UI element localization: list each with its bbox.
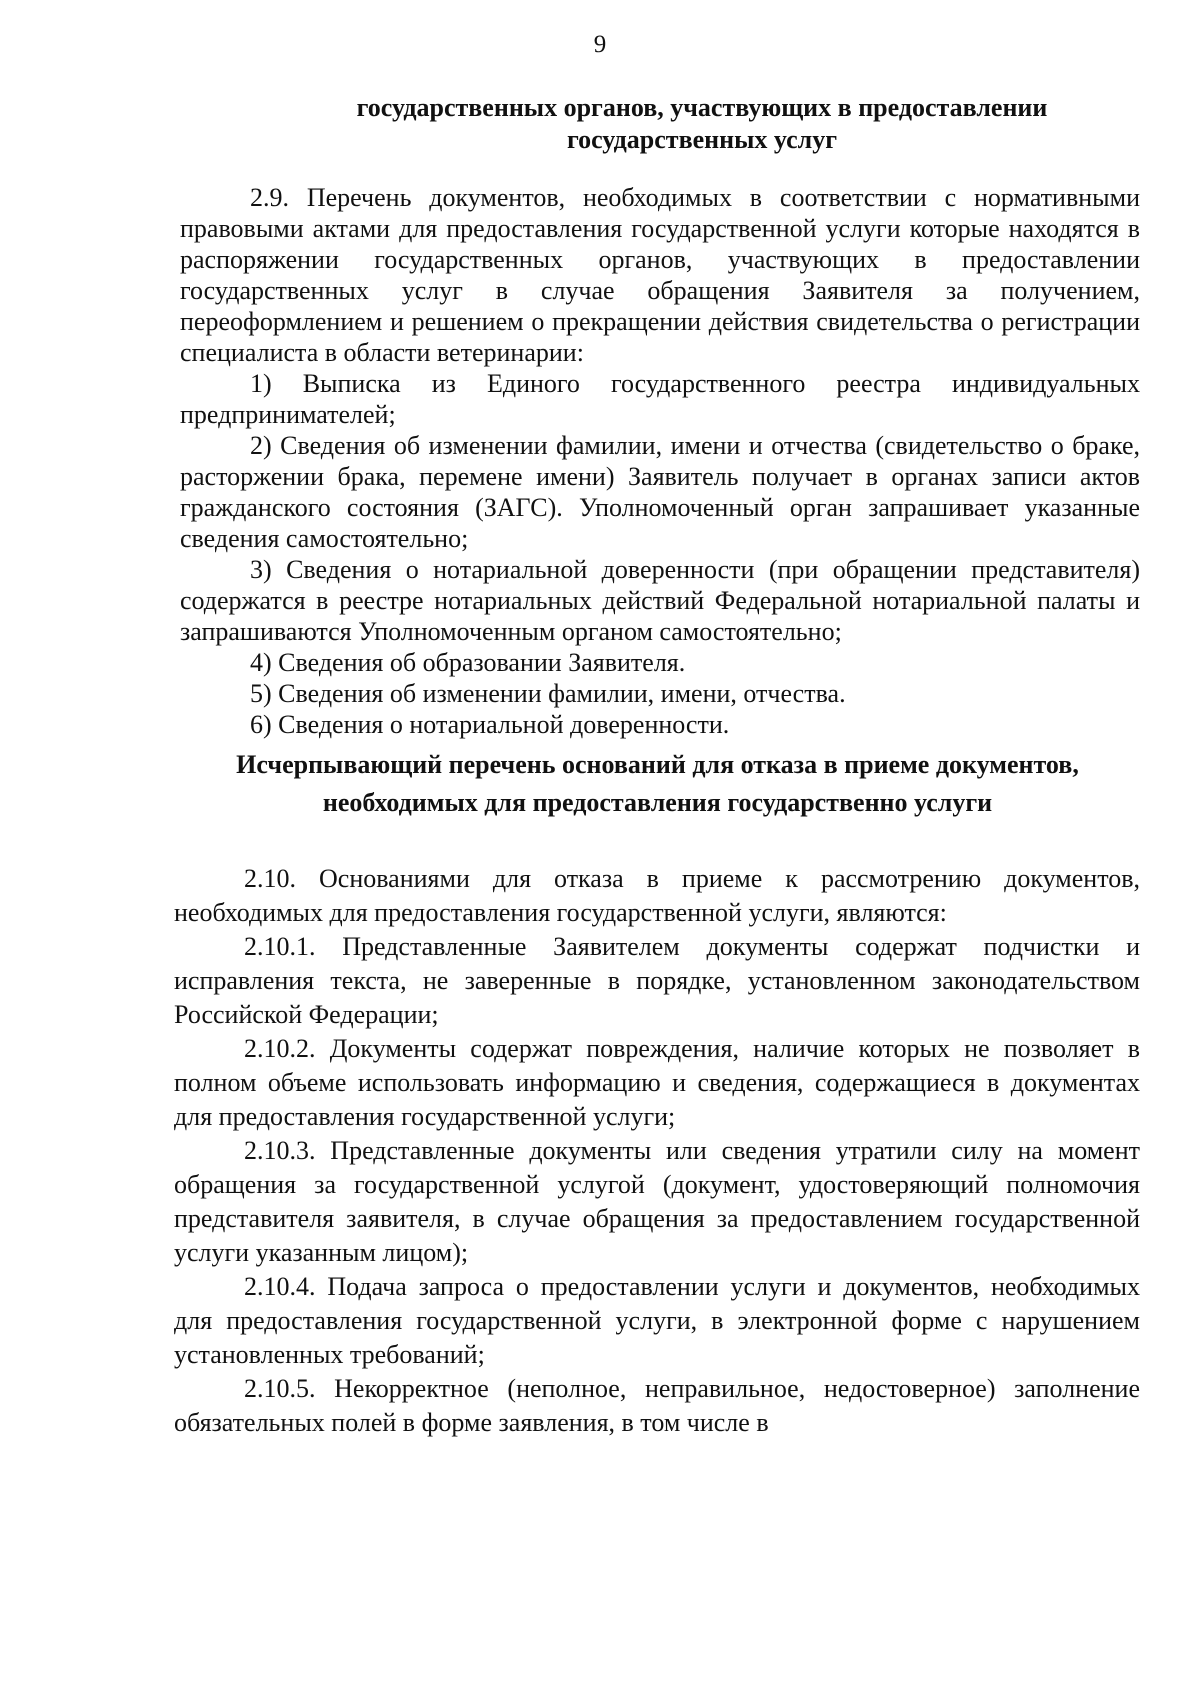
list-item-2: 2) Сведения об изменении фамилии, имени и отчества (свидетельство о браке, расторжении брака, перемене имени) Заявитель получает в органах записи актов гражданского состояния (ЗАГС). Уполномоченный орган запрашивает указанные сведения самостоятельно;	[180, 431, 1140, 553]
page-number: 9	[593, 31, 607, 58]
paragraph-2-10-2: 2.10.2. Документы содержат повреждения, наличие которых не позволяет в полном объеме использовать информацию и сведения, содержащиеся в документах для предоставления государственной услуги;	[174, 1034, 1140, 1131]
list-item-3: 3) Сведения о нотариальной доверенности (при обращении представителя) содержатся в реестре нотариальных действий Федеральной нотариальной палаты и запрашиваются Уполномоченным органом самостоятельно;	[180, 555, 1140, 646]
paragraph-2-10-5: 2.10.5. Некорректное (неполное, неправильное, недостоверное) заполнение обязательных полей в форме заявления, в том числе в	[174, 1374, 1140, 1437]
paragraph-2-10-1: 2.10.1. Представленные Заявителем документы содержат подчистки и исправления текста, не заверенные в порядке, установленном законодательством Российской Федерации;	[174, 932, 1140, 1029]
heading-line: Исчерпывающий перечень оснований для отказа в приеме документов,	[236, 750, 1079, 779]
paragraph-2-10: 2.10. Основаниями для отказа в приеме к рассмотрению документов, необходимых для предоставления государственной услуги, являются:	[174, 864, 1140, 927]
list-item-6: 6) Сведения о нотариальной доверенности.	[250, 710, 730, 739]
document-body	[174, 92, 1140, 1440]
heading-line: необходимых для предоставления государственно услуги	[322, 788, 993, 817]
section-heading-participating-agencies	[264, 92, 1140, 156]
list-item-1: 1) Выписка из Единого государственного реестра индивидуальных предпринимателей;	[180, 369, 1140, 429]
heading-line: государственных услуг	[566, 125, 838, 154]
paragraph-2-9: 2.9. Перечень документов, необходимых в соответствии с нормативными правовыми актами для предоставления государственной услуги которые находятся в распоряжении государственных органов, участвующих в предоставлении государственных услуг в случае обращения Заявителя за получением, переоформлением и решением о прекращении действия свидетельства о регистрации специалиста в области ветеринарии:	[180, 183, 1140, 367]
heading-line: государственных органов, участвующих в предоставлении	[356, 93, 1048, 122]
paragraph-2-10-4: 2.10.4. Подача запроса о предоставлении услуги и документов, необходимых для предоставления государственной услуги, в электронной форме с нарушением установленных требований;	[174, 1272, 1140, 1369]
section-heading-refusal-grounds	[175, 746, 1140, 822]
paragraph-2-10-3: 2.10.3. Представленные документы или сведения утратили силу на момент обращения за государственной услугой (документ, удостоверяющий полномочия представителя заявителя, в случае обращения за предоставлением государственной услуги указанным лицом);	[174, 1136, 1140, 1267]
list-item-5: 5) Сведения об изменении фамилии, имени, отчества.	[250, 679, 846, 708]
section-2-10	[174, 862, 1140, 1440]
list-item-4: 4) Сведения об образовании Заявителя.	[250, 648, 686, 677]
